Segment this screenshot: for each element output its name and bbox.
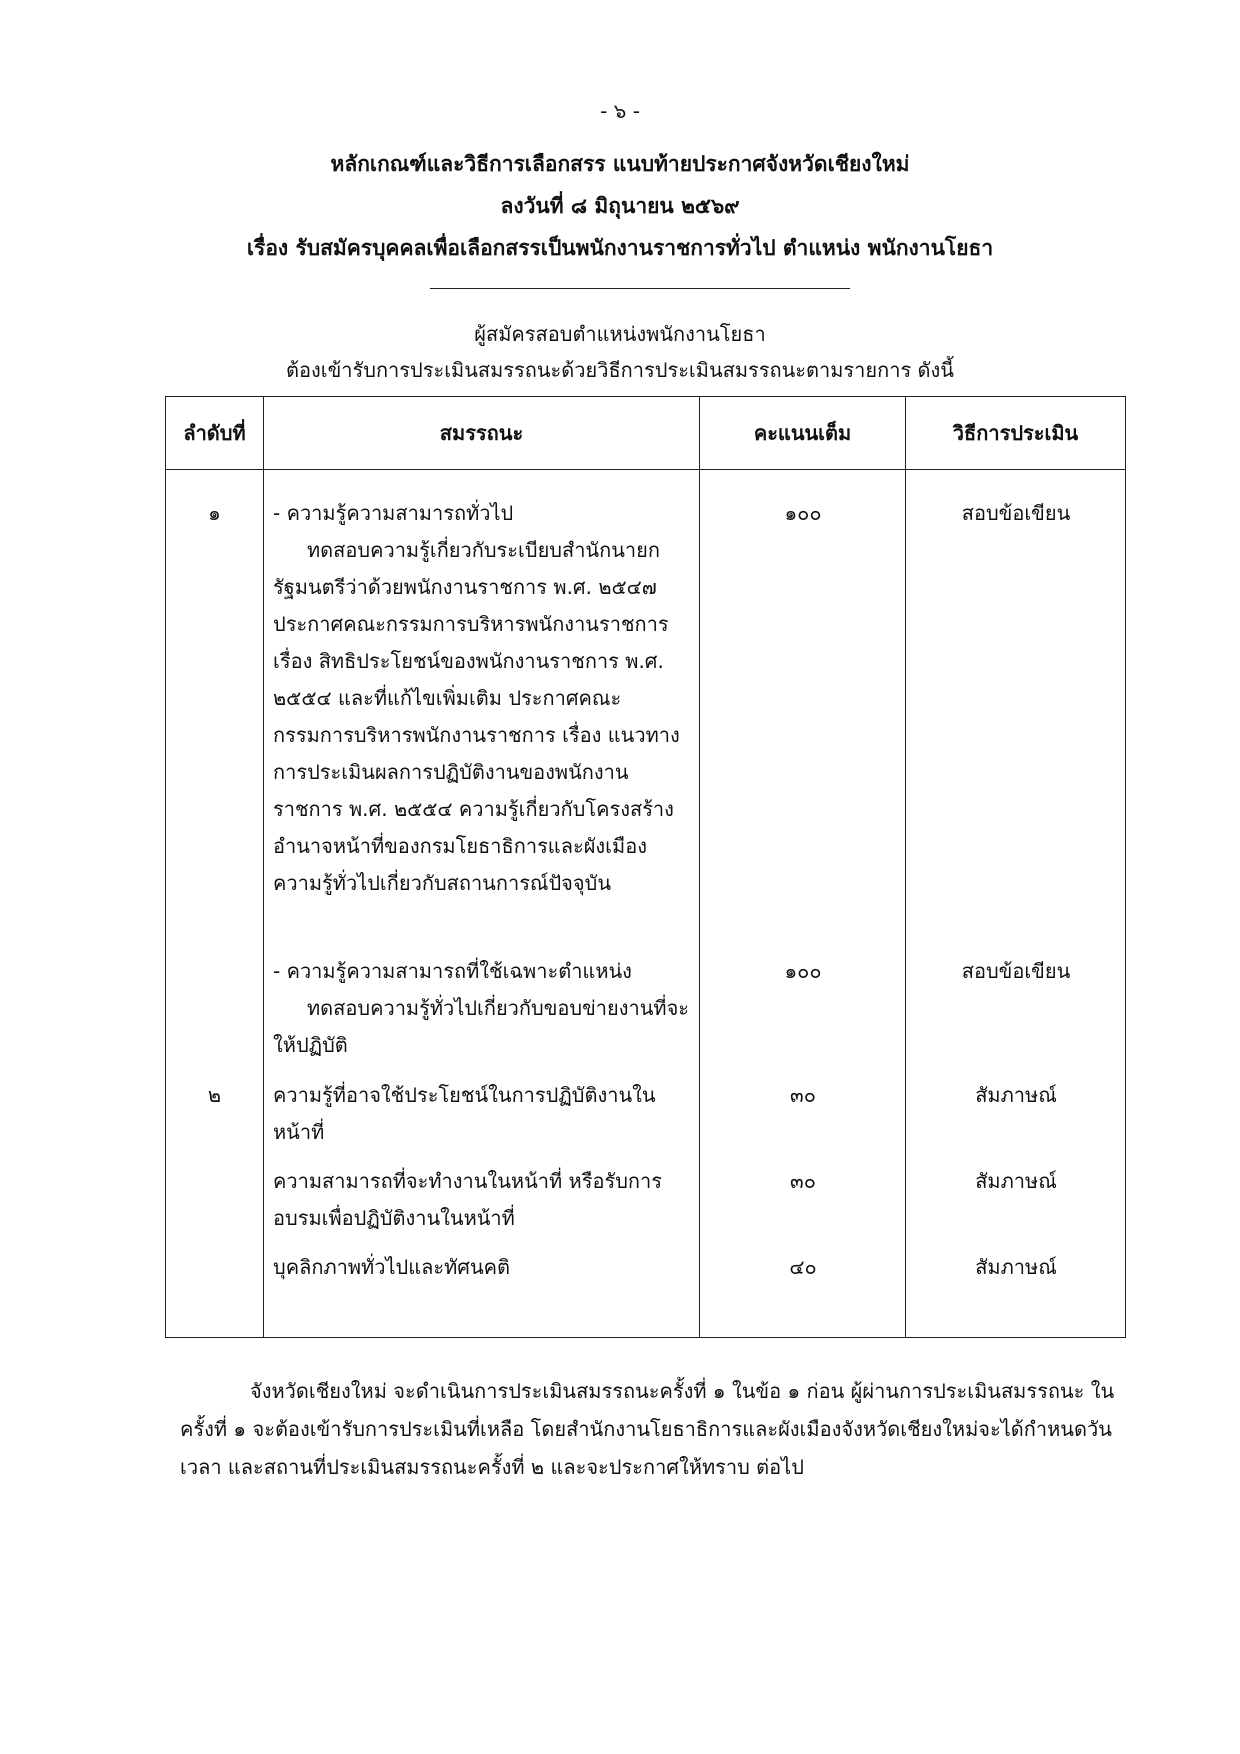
document-date: ลงวันที่ ๘ มิถุนายน ๒๕๖๙ xyxy=(500,194,740,218)
table-divider xyxy=(699,397,700,1337)
row-4-score: ๓๐ xyxy=(790,1169,816,1193)
table-header-divider xyxy=(166,469,1125,470)
row-1-no: ๑ xyxy=(208,501,221,525)
row-1-competency xyxy=(273,495,693,902)
footer-paragraph xyxy=(180,1372,1120,1486)
row-2-detail: ทดสอบความรู้ทั่วไปเกี่ยวกับขอบข่ายงานที่จะให้ปฏิบัติ xyxy=(273,996,690,1057)
footer-text: จังหวัดเชียงใหม่ จะดำเนินการประเมินสมรรถนะครั้งที่ ๑ ในข้อ ๑ ก่อน ผู้ผ่านการประเมินสมรรถนะ ในครั้งที่ ๑ จะต้องเข้ารับการประเมินที่เหลือ โดยสำนักงานโยธาธิการและผังเมืองจังหวัดเชียงใหม่จะได้กำหนดวัน เวลา และสถานที่ประเมินสมรรถนะครั้งที่ ๒ และจะประกาศให้ทราบ ต่อไป xyxy=(180,1379,1115,1479)
intro-line-1: ผู้สมัครสอบตำแหน่งพนักงานโยธา xyxy=(474,322,766,346)
row-3-competency: ความรู้ที่อาจใช้ประโยชน์ในการปฏิบัติงานในหน้าที่ xyxy=(273,1083,656,1144)
row-2-score: ๑๐๐ xyxy=(784,959,822,983)
row-5-score: ๔๐ xyxy=(789,1255,817,1279)
row-3-no: ๒ xyxy=(207,1083,222,1107)
table-divider xyxy=(905,397,906,1337)
competency-table xyxy=(165,396,1126,1338)
header-method: วิธีการประเมิน xyxy=(952,421,1079,445)
header-no: ลำดับที่ xyxy=(183,421,246,445)
row-2-competency xyxy=(273,953,693,1064)
intro-line-2: ต้องเข้ารับการประเมินสมรรถนะด้วยวิธีการประเมินสมรรถนะตามรายการ ดังนี้ xyxy=(286,358,954,382)
header-score: คะแนนเต็ม xyxy=(753,421,852,445)
title-divider xyxy=(430,288,850,289)
row-2-method: สอบข้อเขียน xyxy=(961,959,1071,983)
row-1-method: สอบข้อเขียน xyxy=(961,501,1071,525)
row-1-detail: ทดสอบความรู้เกี่ยวกับระเบียบสำนักนายกรัฐมนตรีว่าด้วยพนักงานราชการ พ.ศ. ๒๕๔๗ ประกาศคณะกรรมการบริหารพนักงานราชการ เรื่อง สิทธิประโยชน์ของพนักงานราชการ พ.ศ. ๒๕๕๔ และที่แก้ไขเพิ่มเติม ประกาศคณะกรรมการบริหารพนักงานราชการ เรื่อง แนวทางการประเมินผลการปฏิบัติงานของพนักงานราชการ พ.ศ. ๒๕๕๔ ความรู้เกี่ยวกับโครงสร้างอำนาจหน้าที่ของกรมโยธาธิการและผังเมือง ความรู้ทั่วไปเกี่ยวกับสถานการณ์ปัจจุบัน xyxy=(273,538,680,895)
row-3-method: สัมภาษณ์ xyxy=(975,1083,1057,1107)
row-1-score: ๑๐๐ xyxy=(784,501,822,525)
row-5-method: สัมภาษณ์ xyxy=(975,1255,1057,1279)
row-3-score: ๓๐ xyxy=(790,1083,816,1107)
row-1-title: - ความรู้ความสามารถทั่วไป xyxy=(273,501,514,525)
table-divider xyxy=(263,397,264,1337)
document-subject: เรื่อง รับสมัครบุคคลเพื่อเลือกสรรเป็นพนักงานราชการทั่วไป ตำแหน่ง พนักงานโยธา xyxy=(246,236,994,260)
row-5-competency: บุคลิกภาพทั่วไปและทัศนคติ xyxy=(273,1255,511,1279)
document-title: หลักเกณฑ์และวิธีการเลือกสรร แนบท้ายประกาศจังหวัดเชียงใหม่ xyxy=(330,152,910,176)
row-2-title: - ความรู้ความสามารถที่ใช้เฉพาะตำแหน่ง xyxy=(273,959,632,983)
row-4-method: สัมภาษณ์ xyxy=(975,1169,1057,1193)
page-number: - ๖ - xyxy=(600,99,640,123)
row-4-competency: ความสามารถที่จะทำงานในหน้าที่ หรือรับการอบรมเพื่อปฏิบัติงานในหน้าที่ xyxy=(273,1169,662,1230)
header-competency: สมรรถนะ xyxy=(439,421,524,445)
